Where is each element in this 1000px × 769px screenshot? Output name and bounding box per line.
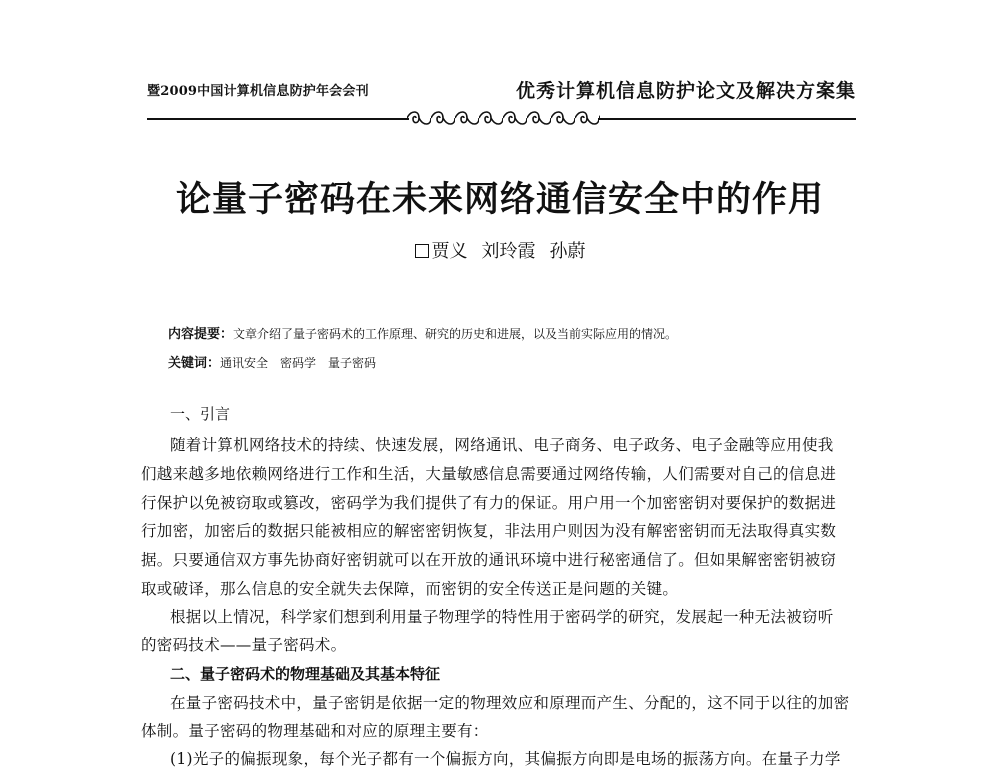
body-line: 体制。量子密码的物理基础和对应的原理主要有： [141, 722, 489, 740]
abstract-text: 文章介绍了量子密码术的工作原理、研究的历史和进展，以及当前实际应用的情况。 [233, 327, 678, 341]
abstract-label: 内容提要： [168, 327, 234, 342]
section-heading: 一、引言 [170, 405, 231, 423]
body-line: 据。只要通信双方事先协商好密钥就可以在开放的通讯环境中进行秘密通信了。但如果解密密钥被窃 [141, 551, 837, 569]
body-line: 根据以上情况，科学家们想到利用量子物理学的特性用于密码学的研究，发展起一种无法被窃听 [170, 608, 834, 626]
author-name: 刘玲霞 [481, 241, 536, 262]
body-line: 取或破译，那么信息的安全就失去保障，而密钥的安全传送正是问题的关键。 [141, 580, 679, 598]
header-rule-left [147, 118, 409, 120]
author-name: 贾义 [431, 241, 468, 262]
author-line [0, 237, 1000, 263]
header-ornament-divider [407, 106, 600, 130]
abstract [168, 323, 677, 342]
header-rule-right [598, 118, 856, 120]
body-line: (1)光子的偏振现象，每个光子都有一个偏振方向，其偏振方向即是电场的振荡方向。在量子力学 [170, 750, 841, 768]
body-line: 们越来越多地依赖网络进行工作和生活，大量敏感信息需要通过网络传输，人们需要对自己的信息进 [141, 465, 837, 483]
body-line: 在量子密码技术中，量子密钥是依据一定的物理效应和原理而产生、分配的，这不同于以往的加密 [170, 694, 850, 712]
author-marker-box [415, 244, 429, 258]
body-line: 行加密，加密后的数据只能被相应的解密密钥恢复，非法用户则因为没有解密密钥而无法取得真实数 [141, 522, 837, 540]
section-heading: 二、量子密码术的物理基础及其基本特征 [170, 665, 441, 683]
keywords-text: 通讯安全 密码学 量子密码 [220, 356, 377, 370]
body-line: 的密码技术——量子密码术。 [141, 636, 347, 654]
body-line: 随着计算机网络技术的持续、快速发展，网络通讯、电子商务、电子政务、电子金融等应用使我 [170, 436, 834, 454]
author-name: 孙蔚 [549, 241, 586, 262]
keywords [168, 352, 376, 371]
header-right-text: 优秀计算机信息防护论文及解决方案集 [516, 80, 857, 102]
keywords-label: 关键词： [168, 356, 221, 371]
header-left-text: 暨2009中国计算机信息防护年会会刊 [147, 84, 369, 99]
body-line: 行保护以免被窃取或篡改，密码学为我们提供了有力的保证。用户用一个加密密钥对要保护的数据进 [141, 494, 837, 512]
article-title: 论量子密码在未来网络通信安全中的作用 [175, 179, 824, 220]
